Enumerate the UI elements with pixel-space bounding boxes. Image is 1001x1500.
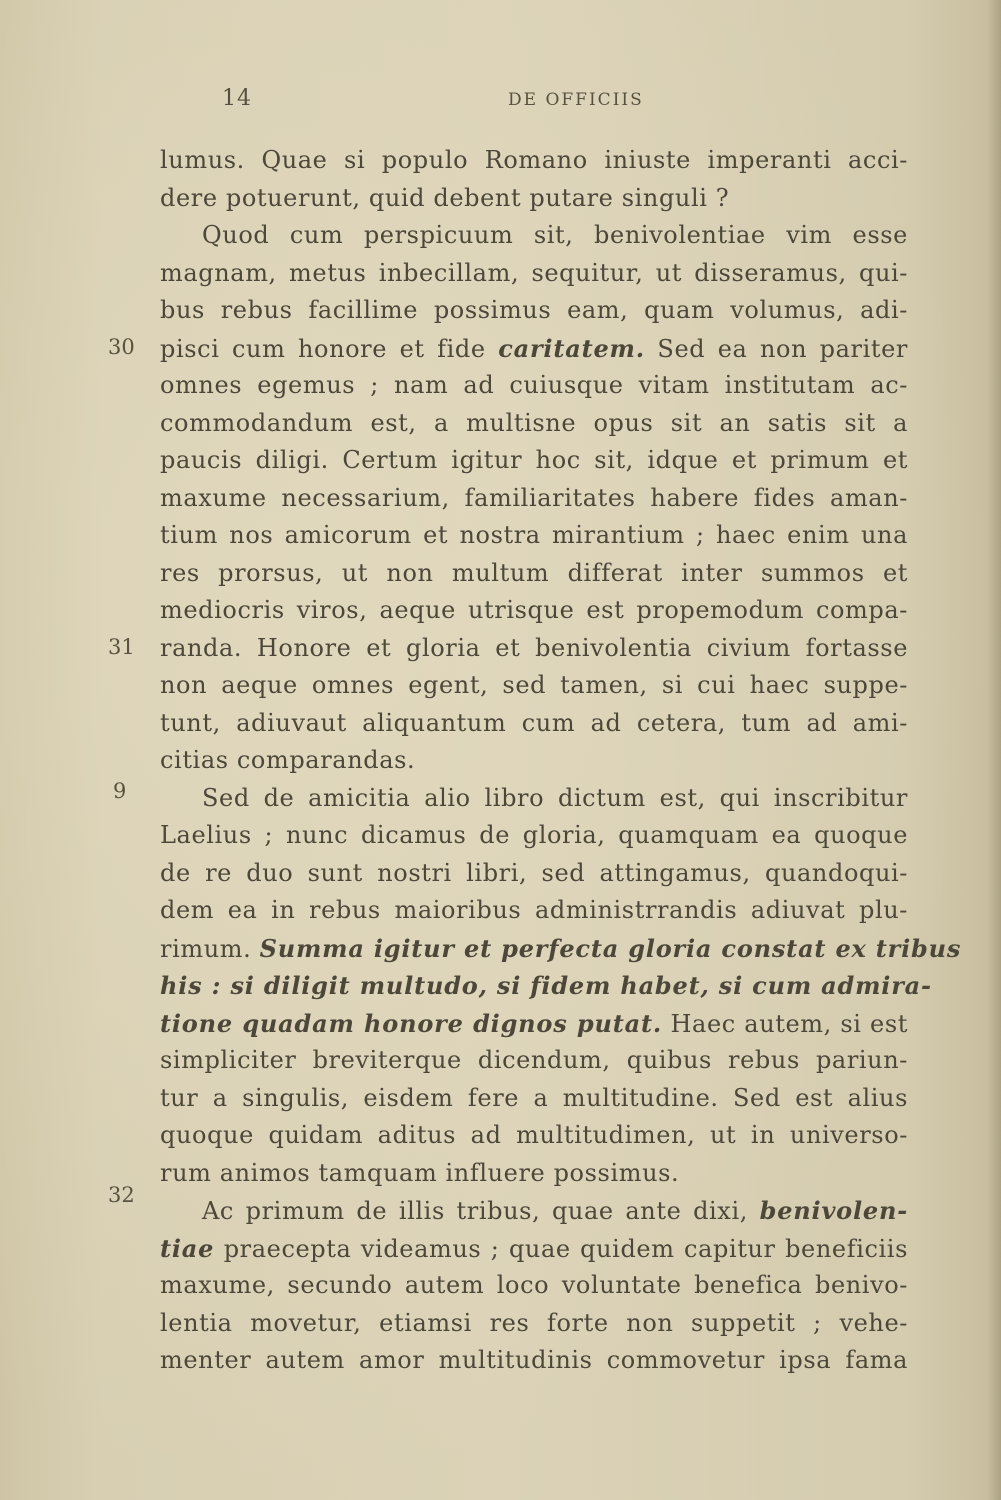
text-line: tium nos amicorum et nostra mirantium ; haec enim una <box>160 521 908 549</box>
page-number: 14 <box>222 86 252 111</box>
text-line: tunt, adiuvaut aliquantum cum ad cetera, tum ad ami- <box>160 708 908 737</box>
text-line <box>160 1192 908 1230</box>
text-line: Sed de amicitia alio libro dictum est, qui inscribitur <box>202 783 908 812</box>
text-line: bus rebus facillime possimus eam, quam volumus, adi- <box>160 296 908 324</box>
text-line: rum animos tamquam influere possimus. <box>160 1158 680 1187</box>
text-line: omnes egemus ; nam ad cuiusque vitam institutam ac- <box>160 371 908 399</box>
text-segment: praecepta videamus ; quae quidem capitur beneficiis <box>214 1234 908 1263</box>
text-line: randa. Honore et gloria et benivolentia civium fortasse <box>160 633 908 662</box>
text-line: tur a singulis, eisdem fere a multitudine. Sed est alius <box>160 1083 908 1112</box>
italic-phrase: benivolen- <box>759 1196 908 1225</box>
page-edge-shadow <box>987 0 1001 1500</box>
italic-phrase: Summa igitur et perfecta gloria constat ex tribus <box>259 933 962 963</box>
text-line: commodandum est, a multisne opus sit an satis sit a <box>160 408 908 437</box>
text-line: maxume, secundo autem loco voluntate benefica benivo- <box>160 1271 908 1299</box>
text-line: magnam, metus inbecillam, sequitur, ut disseramus, qui- <box>160 258 908 287</box>
text-line <box>160 1230 908 1268</box>
text-line: citias comparandas. <box>160 746 416 774</box>
text-segment: Haec autem, si est <box>662 1009 908 1038</box>
italic-phrase: caritatem. <box>498 333 645 363</box>
body-text <box>160 142 962 1380</box>
text-line: Laelius ; nunc dicamus de gloria, quamquam ea quoque <box>160 821 908 849</box>
running-title: DE OFFICIIS <box>508 90 644 110</box>
text-line: quoque quidam aditus ad multitudimen, ut in universo- <box>160 1121 908 1149</box>
margin-number-30: 30 <box>108 335 135 359</box>
margin-number-31: 31 <box>108 635 135 659</box>
text-line: lentia movetur, etiamsi res forte non suppetit ; vehe- <box>160 1308 908 1337</box>
text-segment: pisci cum honore et fide <box>160 334 499 363</box>
italic-phrase: tiae <box>160 1233 215 1263</box>
text-line: res prorsus, ut non multum differat inter summos et <box>160 558 908 587</box>
text-line: Quod cum perspicuum sit, benivolentiae vim esse <box>202 221 908 249</box>
text-line: dem ea in rebus maioribus administrrandis adiuvat plu- <box>160 896 908 924</box>
page-header <box>0 86 1001 118</box>
text-line <box>160 1005 908 1043</box>
text-line: mediocris viros, aeque utrisque est propemodum compa- <box>160 596 908 624</box>
text-line: menter autem amor multitudinis commovetur ipsa fama <box>160 1346 908 1374</box>
text-line: lumus. Quae si populo Romano iniuste imperanti acci- <box>160 146 908 174</box>
italic-phrase: tione quadam honore dignos putat. <box>160 1008 663 1038</box>
text-line: paucis diligi. Certum igitur hoc sit, idque et primum et <box>160 446 908 474</box>
text-segment: rimum. <box>160 934 260 963</box>
text-line: dere potuerunt, quid debent putare singuli ? <box>160 183 730 212</box>
text-line <box>160 330 908 368</box>
margin-number-9: 9 <box>113 779 127 803</box>
text-line <box>160 967 932 1005</box>
text-segment: Ac primum de illis tribus, quae ante dixi, <box>202 1197 760 1225</box>
text-line <box>160 930 962 968</box>
italic-phrase: his : si diligit multudo, si fidem habet, si cum admira- <box>160 971 932 1000</box>
text-line: non aeque omnes egent, sed tamen, si cui haec suppe- <box>160 671 908 699</box>
text-line: de re duo sunt nostri libri, sed attingamus, quandoqui- <box>160 858 908 887</box>
text-line: maxume necessarium, familiaritates habere fides aman- <box>160 483 908 512</box>
margin-number-32: 32 <box>108 1183 135 1207</box>
text-segment: Sed ea non pariter <box>644 334 908 363</box>
text-line: simpliciter breviterque dicendum, quibus rebus pariun- <box>160 1046 908 1074</box>
